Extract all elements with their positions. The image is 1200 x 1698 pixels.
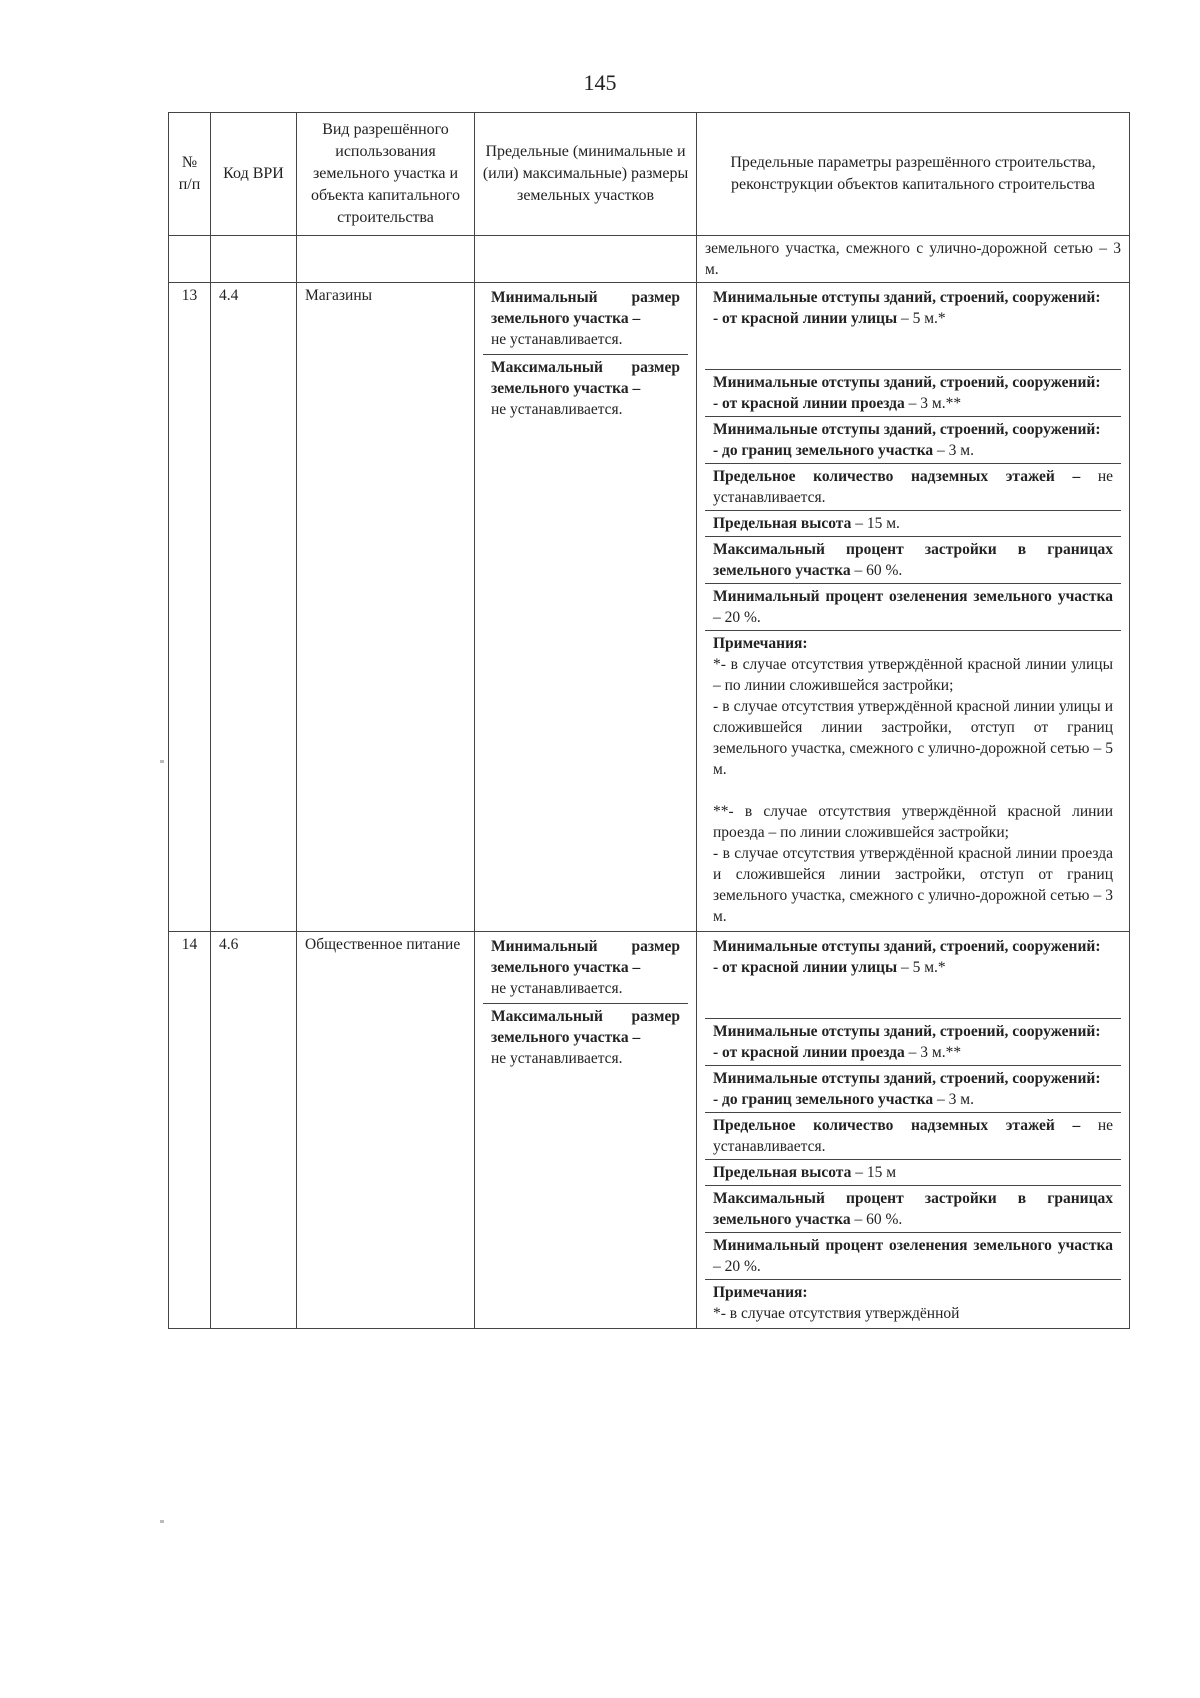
table-header-row	[169, 113, 1130, 236]
max-size-block	[483, 355, 688, 424]
param-setback-driveway: Минимальные отступы зданий, строений, сооружений: - от красной линии проезда – 3 м.**	[705, 1019, 1121, 1066]
row-use-name: Магазины	[297, 283, 475, 932]
table-row-carry-over	[169, 236, 1130, 283]
row-code: 4.6	[211, 932, 297, 1329]
param-setback-boundary: Минимальные отступы зданий, строений, сооружений: - до границ земельного участка – 3 м.	[705, 417, 1121, 464]
max-size-value: не устанавливается.	[491, 1050, 623, 1067]
row-params	[697, 283, 1130, 932]
header-plot-size: Предельные (минимальные и (или) максимальные) размеры земельных участков	[475, 113, 697, 236]
notes-block	[705, 631, 1121, 929]
note-item: *- в случае отсутствия утверждённой	[713, 1305, 960, 1322]
min-size-label: Минимальный размер земельного участка –	[491, 289, 680, 327]
header-number: № п/п	[169, 113, 211, 236]
notes-block	[705, 1280, 1121, 1326]
param-floors: Предельное количество надземных этажей – не устанавливается.	[705, 1113, 1121, 1160]
min-size-value: не устанавливается.	[491, 331, 623, 348]
param-setback-driveway: Минимальные отступы зданий, строений, сооружений: - от красной линии проезда – 3 м.**	[705, 370, 1121, 417]
param-setback-street: Минимальные отступы зданий, строений, сооружений: - от красной линии улицы – 5 м.*	[705, 285, 1121, 370]
regulations-table	[168, 112, 1130, 1329]
table-row	[169, 283, 1130, 932]
note-item: - в случае отсутствия утверждённой красной линии улицы и сложившейся линии застройки, отступ от границ земельного участка, смежного с улично-дорожной сетью – 5 м.	[713, 698, 1113, 778]
param-min-greening: Минимальный процент озеленения земельного участка – 20 %.	[705, 1233, 1121, 1280]
min-size-block	[483, 285, 688, 355]
param-height: Предельная высота – 15 м.	[705, 511, 1121, 537]
note-item: **- в случае отсутствия утверждённой красной линии проезда – по линии сложившейся застройки;	[713, 803, 1113, 841]
scan-mark	[160, 760, 164, 763]
max-size-block	[483, 1004, 688, 1073]
row-number: 13	[169, 283, 211, 932]
min-size-block	[483, 934, 688, 1004]
param-setback-street: Минимальные отступы зданий, строений, сооружений: - от красной линии улицы – 5 м.*	[705, 934, 1121, 1019]
param-max-coverage: Максимальный процент застройки в границах земельного участка – 60 %.	[705, 1186, 1121, 1233]
header-use-type: Вид разрешённого использования земельного участка и объекта капитального строительства	[297, 113, 475, 236]
table-cell	[297, 236, 475, 283]
note-item: - в случае отсутствия утверждённой красной линии проезда и сложившейся линии застройки, отступ от границ земельного участка, смежного с улично-дорожной сетью – 3 м.	[713, 845, 1113, 925]
row-use-name: Общественное питание	[297, 932, 475, 1329]
row-number: 14	[169, 932, 211, 1329]
page-number: 145	[583, 70, 617, 95]
table-cell	[169, 236, 211, 283]
min-size-label: Минимальный размер земельного участка –	[491, 938, 680, 976]
header-construction-params: Предельные параметры разрешённого строительства, реконструкции объектов капитального строительства	[697, 113, 1130, 236]
row-params	[697, 932, 1130, 1329]
notes-title: Примечания:	[713, 635, 808, 652]
notes-title: Примечания:	[713, 1284, 808, 1301]
param-setback-boundary: Минимальные отступы зданий, строений, сооружений: - до границ земельного участка – 3 м.	[705, 1066, 1121, 1113]
max-size-label: Максимальный размер земельного участка –	[491, 359, 680, 397]
min-size-value: не устанавливается.	[491, 980, 623, 997]
note-item: *- в случае отсутствия утверждённой красной линии улицы – по линии сложившейся застройки;	[713, 656, 1113, 694]
param-max-coverage: Максимальный процент застройки в границах земельного участка – 60 %.	[705, 537, 1121, 584]
table-cell	[211, 236, 297, 283]
table-row	[169, 932, 1130, 1329]
header-code: Код ВРИ	[211, 113, 297, 236]
table-cell	[475, 236, 697, 283]
carry-over-text: земельного участка, смежного с улично-дорожной сетью – 3 м.	[697, 236, 1130, 283]
scan-mark	[160, 1520, 164, 1523]
row-plot-size	[475, 932, 697, 1329]
max-size-value: не устанавливается.	[491, 401, 623, 418]
row-code: 4.4	[211, 283, 297, 932]
max-size-label: Максимальный размер земельного участка –	[491, 1008, 680, 1046]
row-plot-size	[475, 283, 697, 932]
param-min-greening: Минимальный процент озеленения земельного участка – 20 %.	[705, 584, 1121, 631]
param-floors: Предельное количество надземных этажей – не устанавливается.	[705, 464, 1121, 511]
param-height: Предельная высота – 15 м	[705, 1160, 1121, 1186]
